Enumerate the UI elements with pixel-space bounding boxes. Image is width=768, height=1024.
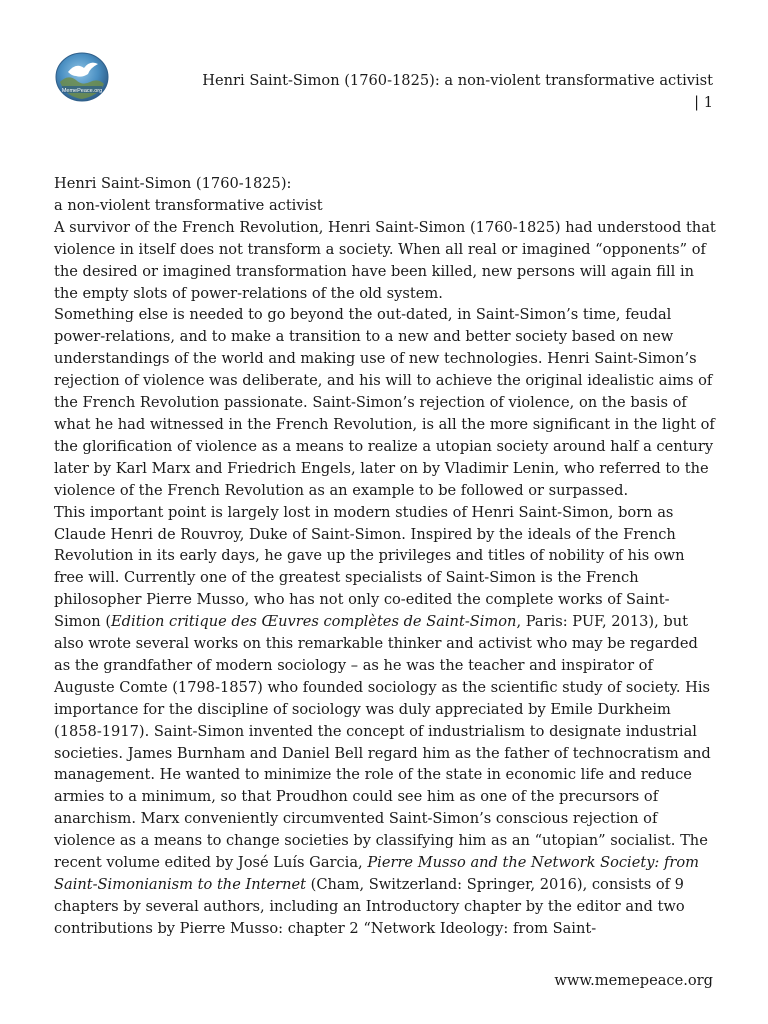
article-body (54, 173, 716, 940)
paragraph-2: Something else is needed to go beyond the out-dated, in Saint-Simon’s time, feudal power-relations, and to make a transition to a new and better society based on new understandings of the world and making use of new technologies. Henri Saint-Simon’s rejection of violence was deliberate, and his will to achieve the original idealistic aims of the French Revolution passionate. Saint-Simon’s rejection of violence, on the basis of what he had witnessed in the French Revolution, is all the more significant in the light of the glorification of violence as a means to realize a utopian society around half a century later by Karl Marx and Friedrich Engels, later on by Vladimir Lenin, who referred to the violence of the French Revolution as an example to be followed or surpassed. (54, 306, 715, 499)
paragraph-3 (54, 502, 716, 940)
book-title-oeuvres: Edition critique des Œuvres complètes de Saint-Simon (111, 613, 517, 631)
book-title-network-society: Pierre Musso and the Network Society: from Saint-Simonianism to the Internet (54, 854, 699, 893)
globe-dove-icon (54, 52, 110, 102)
page-number: | 1 (694, 94, 713, 111)
header-title: Henri Saint-Simon (1760-1825): a non-violent transformative activist (202, 72, 713, 89)
footer-website-link[interactable]: www.memepeace.org (554, 972, 713, 989)
article-title-line2: a non-violent transformative activist (54, 196, 323, 214)
article-title-line1: Henri Saint-Simon (1760-1825): (54, 175, 292, 192)
paragraph-1: A survivor of the French Revolution, Henri Saint-Simon (1760-1825) had understood that violence in itself does not transform a society. When all real or imagined “opponents” of the desired or imagined transformation have been killed, new persons will again fill in the empty slots of power-relations of the old system. (54, 218, 716, 302)
paragraph-3-part-a: This important point is largely lost in modern studies of Henri Saint-Simon, born as Claude Henri de Rouvroy, Duke of Saint-Simon. Inspired by the ideals of the French Revolution in its early days, he gave up the privileges and titles of nobility of his own free will. Currently one of the greatest specialists of Saint-Simon is the French philosopher Pierre Musso, who has not only co-edited the complete works of Saint-Simon ( (54, 503, 685, 631)
page-header (190, 70, 713, 114)
logo-text: MemePeace.org (61, 87, 103, 94)
site-logo (54, 52, 110, 102)
paragraph-3-part-b: , Paris: PUF, 2013), but also wrote several works on this remarkable thinker and activist who may be regarded as the grandfather of modern sociology – as he was the teacher and inspirator of Auguste Comte (1798-1857) who founded sociology as the scientific study of society. His importance for the discipline of sociology was duly appreciated by Emile Durkheim (1858-1917). Saint-Simon invented the concept of industrialism to designate industrial societies. James Burnham and Daniel Bell regard him as the father of technocratism and management. He wanted to minimize the role of the state in economic life and reduce armies to a minimum, so that Proudhon could see him as one of the precursors of anarchism. Marx conveniently circumvented Saint-Simon’s conscious rejection of violence as a means to change societies by classifying him as an “utopian” socialist. The recent volume edited by José Luís Garcia, (54, 613, 711, 872)
paragraph-3-part-c: (Cham, Switzerland: Springer, 2016), consists of 9 chapters by several authors, including an Introductory chapter by the editor and two contributions by Pierre Musso: chapter 2 “Network Ideology: from Saint- (54, 876, 685, 937)
page-footer (440, 971, 713, 991)
